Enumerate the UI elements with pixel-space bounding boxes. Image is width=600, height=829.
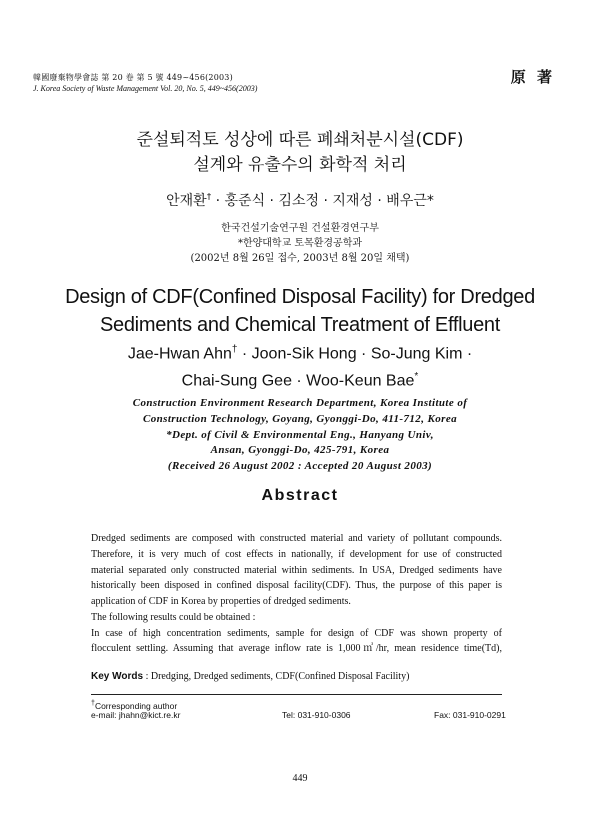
english-affiliation-1: Construction Environment Research Department, Korea Institute of bbox=[132, 397, 468, 409]
page-number: 449 bbox=[292, 773, 308, 784]
korean-affiliation-2: *한양대학교 토목환경공학과 bbox=[237, 238, 363, 249]
korean-author-first: 안재환 bbox=[166, 193, 207, 209]
english-author-mark: * bbox=[414, 371, 419, 382]
korean-title-line2: 설계와 유출수의 화학적 처리 bbox=[193, 155, 407, 175]
footnote-fax: Fax: 031-910-0291 bbox=[434, 710, 506, 720]
journal-header-english: J. Korea Society of Waste Management Vol. 20, No. 5, 449~456(2003) bbox=[33, 84, 258, 93]
keywords bbox=[91, 671, 409, 682]
abstract-line: application of CDF in Korea by properties of dredged sediments. bbox=[91, 596, 351, 607]
keywords-label: Key Words bbox=[91, 671, 144, 682]
abstract-heading: Abstract bbox=[261, 487, 339, 504]
korean-title-line1: 준설퇴적토 성상에 따른 폐쇄처분시설(CDF) bbox=[136, 130, 464, 150]
abstract-line: Therefore, it is very much of cost effects in nationally, if development for use of constructed bbox=[91, 549, 502, 560]
korean-dates: (2002년 8월 26일 접수, 2003년 8월 20일 채택) bbox=[190, 253, 410, 264]
corresponding-label: Corresponding author bbox=[94, 700, 178, 711]
korean-affiliation-1: 한국건설기술연구원 건설환경연구부 bbox=[221, 223, 379, 234]
english-authors-line2 bbox=[0, 371, 600, 390]
abstract-line: In case of high concentration sediments, sample for design of CDF was shown property of bbox=[91, 628, 502, 639]
english-affiliation-2: Construction Technology, Goyang, Gyonggi-Do, 411-712, Korea bbox=[143, 413, 457, 425]
abstract-line: The following results could be obtained : bbox=[91, 612, 256, 623]
english-authors-2: Chai-Sung Gee · Woo-Keun Bae bbox=[181, 372, 415, 390]
footnote-tel: Tel: 031-910-0306 bbox=[282, 710, 351, 720]
english-corresponding-mark: † bbox=[231, 344, 238, 355]
english-authors-line1 bbox=[0, 344, 600, 363]
corresponding-mark: † bbox=[206, 192, 212, 203]
english-affiliation-3: *Dept. of Civil & Environmental Eng., Hanyang Univ, bbox=[166, 429, 434, 441]
english-title-line2: Sediments and Chemical Treatment of Effluent bbox=[100, 314, 500, 336]
article-type-mark: 原 著 bbox=[510, 68, 555, 86]
korean-author-rest: · 홍준식 · 김소정 · 지재성 · 배우근* bbox=[211, 193, 434, 209]
english-author-rest: · Joon-Sik Hong · So-Jung Kim · bbox=[237, 345, 473, 363]
abstract-line: Dredged sediments are composed with constructed material and variety of pollutant compounds. bbox=[91, 533, 502, 544]
english-author-first: Jae-Hwan Ahn bbox=[127, 345, 232, 363]
english-affiliation-4: Ansan, Gyonggi-Do, 425-791, Korea bbox=[210, 444, 390, 456]
keywords-text: : Dredging, Dredged sediments, CDF(Confined Disposal Facility) bbox=[143, 671, 410, 682]
korean-authors bbox=[0, 190, 600, 210]
english-title-line1: Design of CDF(Confined Disposal Facility) for Dredged bbox=[65, 286, 535, 308]
abstract-line: material separated only constructed material within sediments. In USA, Dredged sediments have bbox=[91, 565, 502, 576]
abstract-line: historically been disposed in confined disposal facility(CDF). Thus, the purpose of this paper is bbox=[91, 580, 502, 591]
footnote-divider bbox=[91, 694, 502, 695]
journal-header-korean: 韓國廢棄物學會誌 第 20 卷 第 5 號 449~456(2003) bbox=[33, 73, 233, 82]
abstract-line: flocculent settling. Assuming that average inflow rate is 1,000㎥/hr, mean residence time(Td), bbox=[91, 643, 502, 654]
footnote-email: e-mail: jhahn@kict.re.kr bbox=[91, 710, 181, 720]
received-accepted-dates: (Received 26 August 2002 : Accepted 20 August 2003) bbox=[167, 460, 433, 472]
footnote-mark: † bbox=[91, 699, 95, 707]
